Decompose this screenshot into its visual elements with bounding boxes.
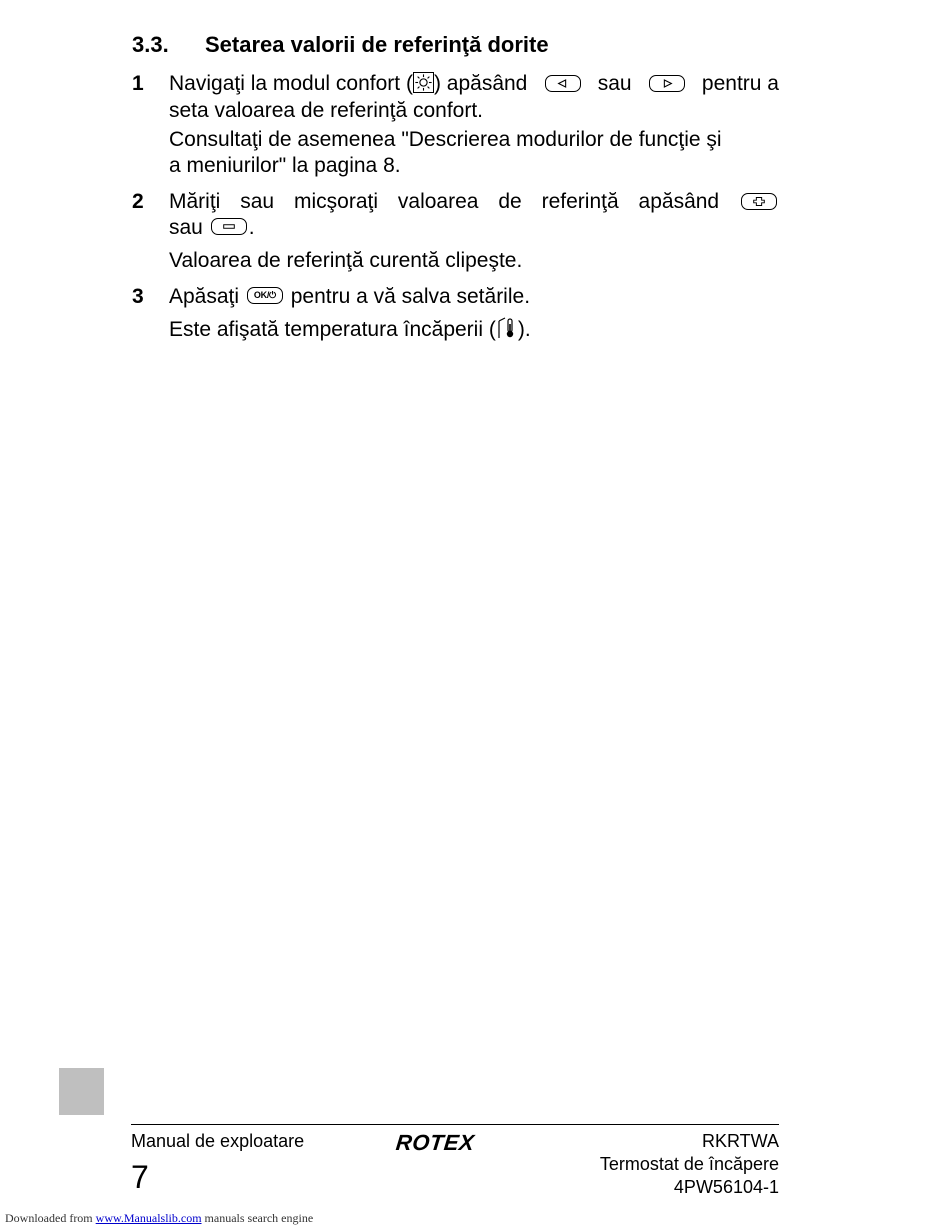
- step-2-word: Măriţi: [169, 190, 221, 213]
- step-3-line-2-b: ).: [517, 318, 531, 341]
- step-2-line-2-b: .: [248, 216, 255, 239]
- section-heading: [132, 31, 549, 59]
- rotex-logo: ROTEX: [394, 1130, 476, 1155]
- step-1-note-line-1: Consultaţi de asemenea "Descrierea modurilor de funcţie şi: [169, 128, 722, 151]
- section-number: 3.3.: [132, 32, 169, 57]
- step-2-word: sau: [240, 190, 275, 213]
- footer-product-info: [600, 1130, 779, 1199]
- step-2-number: 2: [132, 190, 144, 213]
- download-prefix: Downloaded from: [5, 1211, 93, 1225]
- step-2-line-2-a: sau: [169, 216, 203, 239]
- footer-divider: [131, 1124, 779, 1125]
- step-3-line-1-b: pentru a vă salva setările.: [290, 285, 531, 308]
- step-1-text-a: Navigaţi la modul confort (: [169, 72, 413, 95]
- footer-code: 4PW56104-1: [673, 1177, 779, 1197]
- step-3-line-2: [169, 316, 779, 343]
- step-1-text: [169, 70, 527, 97]
- thermometer-icon: [496, 317, 518, 339]
- step-2-line-2: [169, 214, 779, 241]
- minus-key-icon: [211, 218, 247, 235]
- step-3-line-1: [169, 283, 779, 310]
- step-1-number: 1: [132, 72, 144, 95]
- step-2-word: micşoraţi: [293, 190, 378, 213]
- step-1-text-b: ) apăsând: [433, 72, 528, 95]
- download-suffix: manuals search engine: [204, 1211, 314, 1225]
- step-2-note: Valoarea de referinţă curentă clipeşte.: [169, 249, 523, 272]
- left-arrow-key-icon: [545, 75, 581, 92]
- right-arrow-key-icon: [649, 75, 685, 92]
- step-1-line-2: seta valoarea de referinţă confort.: [169, 99, 484, 122]
- footer-model: RKRTWA: [701, 1131, 779, 1151]
- step-1-text-c: sau: [597, 72, 632, 95]
- ok-power-key-icon: [247, 287, 283, 304]
- section-title: Setarea valorii de referinţă dorite: [205, 32, 549, 57]
- step-2-word: apăsând: [638, 190, 720, 213]
- side-tab-marker: [59, 1068, 104, 1115]
- comfort-sun-icon: [413, 72, 434, 93]
- manualslib-link[interactable]: www.Manualslib.com: [95, 1211, 202, 1225]
- step-1-note-line-2: a meniurilor" la pagina 8.: [169, 154, 401, 177]
- step-2-word: referinţă: [541, 190, 619, 213]
- step-2-word: valoarea: [397, 190, 479, 213]
- step-2-word: de: [498, 190, 522, 213]
- step-1-text-d: pentru a: [701, 72, 779, 95]
- step-3-line-1-a: Apăsaţi: [169, 285, 240, 308]
- ok-key-label: OK/⏻: [253, 290, 276, 300]
- footer-manual-title: Manual de exploatare: [131, 1131, 305, 1151]
- footer-product: Termostat de încăpere: [599, 1154, 779, 1174]
- page-number: 7: [131, 1159, 149, 1195]
- plus-key-icon: [741, 193, 777, 210]
- step-3-number: 3: [132, 285, 144, 308]
- step-1-line-1: [169, 70, 779, 97]
- step-2-line-1: [169, 188, 779, 215]
- step-3-line-2-a: Este afişată temperatura încăperii (: [169, 318, 496, 341]
- download-banner: [5, 1211, 313, 1225]
